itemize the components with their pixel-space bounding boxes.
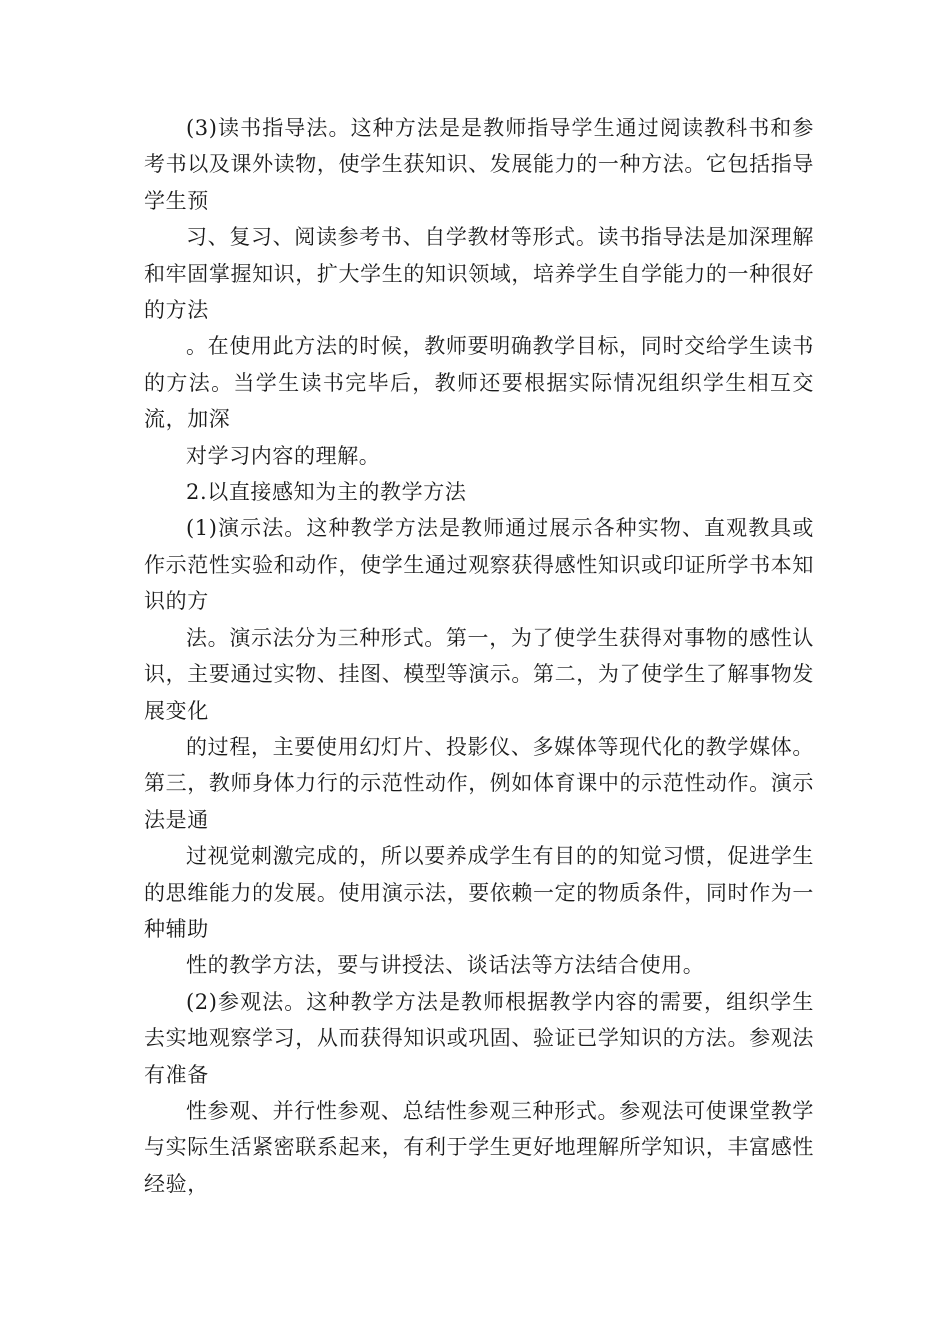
paragraph-demonstration-forms: 法。演示法分为三种形式。第一，为了使学生获得对事物的感性认识，主要通过实物、挂图、模型等演示。第二，为了使学生了解事物发展变化 [144, 625, 814, 723]
paragraph-visit-forms: 性参观、并行性参观、总结性参观三种形式。参观法可使课堂教学与实际生活紧密联系起来，有利于学生更好地理解所学知识，丰富感性经验， [144, 1098, 814, 1196]
section-heading-direct-perception: 2.以直接感知为主的教学方法 [186, 480, 467, 505]
paragraph-reading-guidance-end: 对学习内容的理解。 [186, 443, 381, 468]
paragraph-demonstration-media: 的过程，主要使用幻灯片、投影仪、多媒体等现代化的教学媒体。第三，教师身体力行的示范性动作，例如体育课中的示范性动作。演示法是通 [144, 734, 814, 832]
paragraph-demonstration-visual: 过视觉刺激完成的，所以要养成学生有目的的知觉习惯，促进学生的思维能力的发展。使用演示法，要依赖一定的物质条件，同时作为一种辅助 [144, 844, 814, 941]
paragraph-reading-guidance-forms: 习、复习、阅读参考书、自学教材等形式。读书指导法是加深理解和牢固掌握知识，扩大学生的知识领域，培养学生自学能力的一种很好的方法 [144, 225, 814, 323]
paragraph-reading-guidance-usage: 。在使用此方法的时候，教师要明确教学目标，同时交给学生读书的方法。当学生读书完毕后，教师还要根据实际情况组织学生相互交流，加深 [144, 334, 814, 432]
paragraph-reading-guidance-method: (3)读书指导法。这种方法是是教师指导学生通过阅读教科书和参考书以及课外读物，使学生获知识、发展能力的一种方法。它包括指导学生预 [144, 116, 814, 213]
paragraph-demonstration-end: 性的教学方法，要与讲授法、谈话法等方法结合使用。 [186, 953, 705, 978]
paragraph-demonstration-method: (1)演示法。这种教学方法是教师通过展示各种实物、直观教具或作示范性实验和动作，使学生通过观察获得感性知识或印证所学书本知识的方 [144, 516, 814, 614]
paragraph-visit-method: (2)参观法。这种教学方法是教师根据教学内容的需要，组织学生去实地观察学习，从而获得知识或巩固、验证已学知识的方法。参观法有准备 [144, 989, 814, 1087]
document-body [144, 110, 814, 1202]
